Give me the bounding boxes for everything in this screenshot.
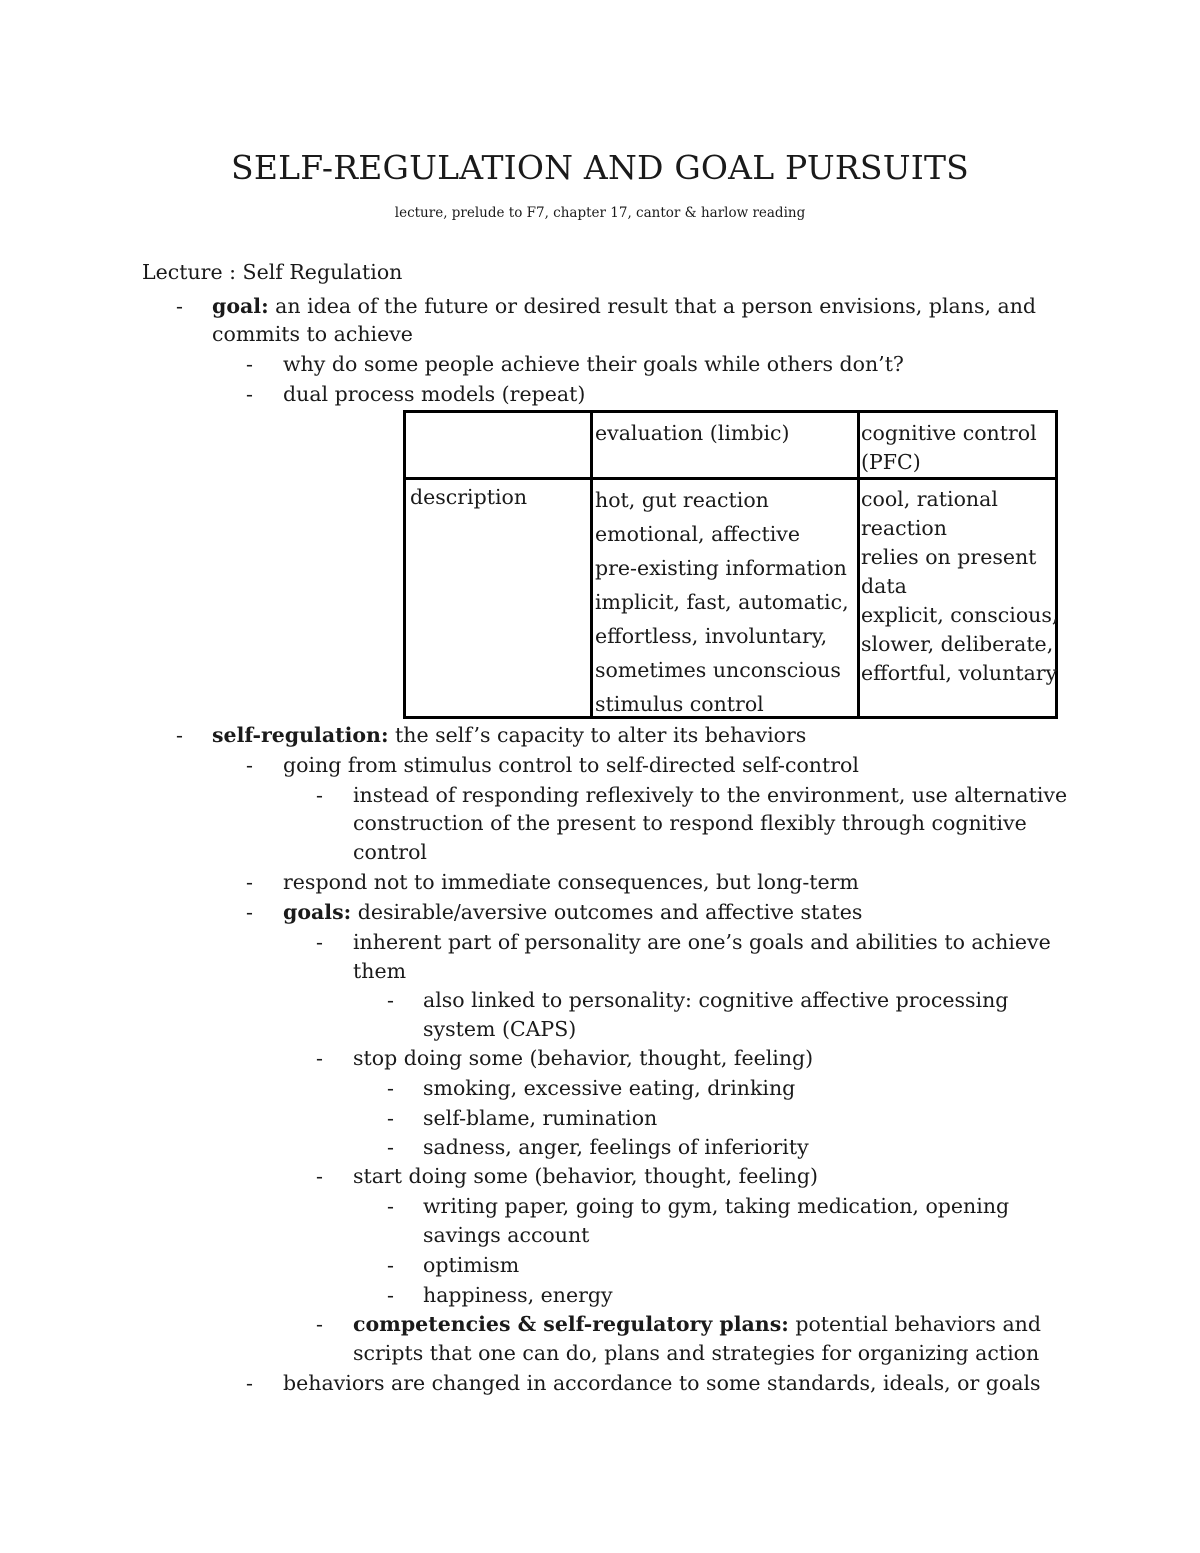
bullet-dash: - <box>316 1164 323 1188</box>
self-regulation-term: self-regulation: <box>212 723 389 747</box>
bullet-dash: - <box>387 1106 394 1130</box>
list-item: start doing some (behavior, thought, feeling) <box>353 1164 818 1188</box>
self-regulation-definition <box>212 721 806 751</box>
list-item: behaviors are changed in accordance to some standards, ideals, or goals <box>283 1371 1041 1395</box>
list-item-continuation: scripts that one can do, plans and strategies for organizing action <box>353 1341 1040 1365</box>
bullet-dash: - <box>387 988 394 1012</box>
table-cell-line: sometimes unconscious <box>595 658 841 682</box>
section-heading: Lecture : Self Regulation <box>142 260 403 284</box>
bullet-dash: - <box>387 1135 394 1159</box>
list-item: optimism <box>423 1253 520 1277</box>
list-item: instead of responding reflexively to the environment, use alternative <box>353 783 1068 807</box>
goals-text: desirable/aversive outcomes and affective states <box>351 900 863 924</box>
bullet-dash: - <box>246 900 253 924</box>
goals-term: goals: <box>283 900 352 924</box>
bullet-dash: - <box>387 1253 394 1277</box>
table-row-label: description <box>410 485 528 509</box>
table-header-text: (PFC) <box>861 450 921 474</box>
bullet-dash: - <box>246 1371 253 1395</box>
table-cell-evaluation <box>595 483 849 721</box>
list-item: dual process models (repeat) <box>283 382 586 406</box>
table-cell-line: slower, deliberate, <box>861 632 1054 656</box>
dual-process-table <box>403 410 1058 719</box>
list-item-continuation: construction of the present to respond flexibly through cognitive <box>353 811 1027 835</box>
bullet-dash: - <box>176 723 183 747</box>
bullet-dash: - <box>176 294 183 318</box>
table-divider <box>406 477 1055 480</box>
goal-text: an idea of the future or desired result that a person envisions, plans, and <box>268 294 1037 318</box>
table-header-text: cognitive control <box>861 421 1037 445</box>
table-cell-line: hot, gut reaction <box>595 488 769 512</box>
list-item: stop doing some (behavior, thought, feeling) <box>353 1046 814 1070</box>
goals-definition <box>283 898 862 928</box>
list-item: why do some people achieve their goals while others don’t? <box>283 352 904 376</box>
list-item: smoking, excessive eating, drinking <box>423 1076 796 1100</box>
self-regulation-text: the self’s capacity to alter its behaviors <box>388 723 807 747</box>
list-item: also linked to personality: cognitive affective processing <box>423 988 1009 1012</box>
table-cell-cognitive-control <box>861 485 1058 688</box>
bullet-dash: - <box>246 753 253 777</box>
table-divider <box>590 413 593 716</box>
list-item: self-blame, rumination <box>423 1106 658 1130</box>
table-cell-line: effortful, voluntary <box>861 661 1058 685</box>
list-item: going from stimulus control to self-directed self-control <box>283 753 859 777</box>
bullet-dash: - <box>316 1312 323 1336</box>
bullet-dash: - <box>316 930 323 954</box>
bullet-dash: - <box>387 1076 394 1100</box>
table-cell-line: stimulus control <box>595 692 764 716</box>
list-item: writing paper, going to gym, taking medication, opening <box>423 1194 1010 1218</box>
list-item: respond not to immediate consequences, but long-term <box>283 870 859 894</box>
list-item-continuation: control <box>353 840 427 864</box>
bullet-dash: - <box>246 352 253 376</box>
table-cell-line: effortless, involuntary, <box>595 624 828 648</box>
list-item-continuation: them <box>353 959 407 983</box>
list-item: sadness, anger, feelings of inferiority <box>423 1135 809 1159</box>
table-cell-line: reaction <box>861 516 947 540</box>
table-cell-line: relies on present <box>861 545 1037 569</box>
competencies-definition <box>353 1310 1041 1340</box>
table-cell-line: data <box>861 574 907 598</box>
table-cell-line: pre-existing information <box>595 556 847 580</box>
competencies-term: competencies & self-regulatory plans: <box>353 1312 789 1336</box>
table-header-evaluation <box>595 419 789 448</box>
table-cell-line: explicit, conscious, <box>861 603 1059 627</box>
bullet-dash: - <box>387 1283 394 1307</box>
goal-definition-line-2: commits to achieve <box>212 322 413 346</box>
bullet-dash: - <box>246 870 253 894</box>
table-cell-line: cool, rational <box>861 487 998 511</box>
list-item: happiness, energy <box>423 1283 613 1307</box>
bullet-dash: - <box>246 382 253 406</box>
list-item-continuation: system (CAPS) <box>423 1017 577 1041</box>
bullet-dash: - <box>316 783 323 807</box>
bullet-dash: - <box>387 1194 394 1218</box>
list-item: inherent part of personality are one’s goals and abilities to achieve <box>353 930 1051 954</box>
table-header-text: evaluation (limbic) <box>595 421 790 445</box>
table-cell-line: implicit, fast, automatic, <box>595 590 849 614</box>
page-title: SELF-REGULATION AND GOAL PURSUITS <box>231 148 969 187</box>
goal-term: goal: <box>212 294 269 318</box>
competencies-text: potential behaviors and <box>788 1312 1041 1336</box>
table-cell-line: emotional, affective <box>595 522 800 546</box>
page-subtitle: lecture, prelude to F7, chapter 17, cantor & harlow reading <box>394 205 806 221</box>
bullet-dash: - <box>316 1046 323 1070</box>
goal-definition-line <box>212 292 1036 322</box>
table-header-cognitive-control <box>861 419 1037 477</box>
list-item-continuation: savings account <box>423 1223 590 1247</box>
table-divider <box>857 413 860 716</box>
